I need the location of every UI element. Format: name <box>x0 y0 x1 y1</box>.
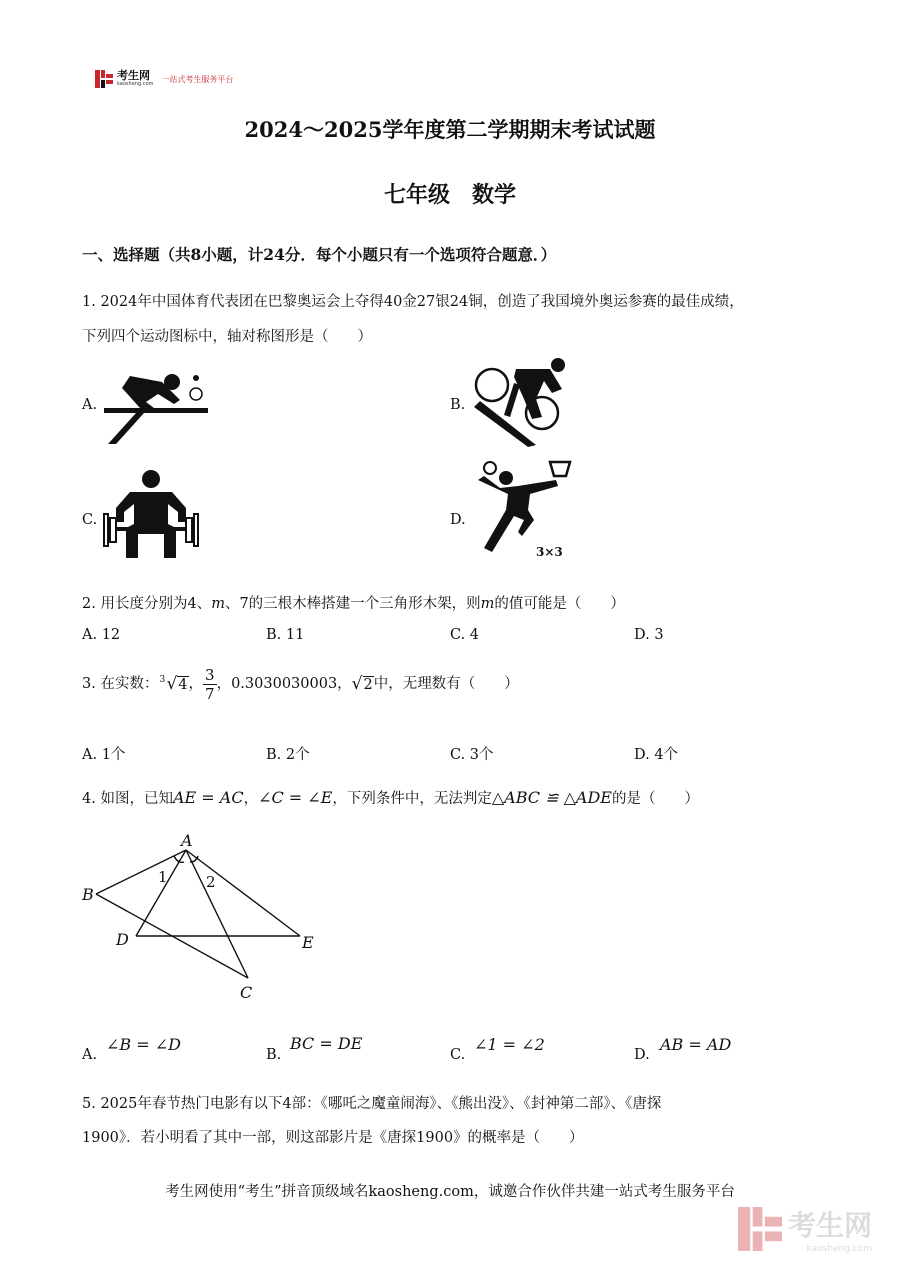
q2-sep2: 、 <box>224 596 240 612</box>
q3-fraction <box>203 666 217 703</box>
q4-option-c-expr: ∠1 = ∠2 <box>474 1035 545 1054</box>
q5-n1900: 1900 <box>416 1130 454 1146</box>
q3-sqrt-radicand: 2 <box>363 676 373 693</box>
q1-option-d-label: D. <box>450 512 466 528</box>
q5-line2-a: 1900》．若小明看了其中一部，则这部影片是《唐探 <box>82 1130 417 1146</box>
q3-cbrt-radicand: 4 <box>178 676 188 693</box>
q1-line2: 下列四个运动图标中，轴对称图形是（ ） <box>82 329 372 345</box>
q3-comma1: ， <box>188 676 204 692</box>
q2-n4: 4 <box>187 596 197 612</box>
q2-m: m <box>211 596 225 612</box>
header-logo <box>95 70 233 88</box>
q2-m2: m <box>480 596 495 612</box>
q4-option-b-label: B. <box>266 1047 282 1063</box>
q2-suffix: 的值可能是（ ） <box>494 596 625 612</box>
q2-mid: 的三根木棒搭建一个三角形木架，则 <box>248 596 481 612</box>
basketball-3x3-icon <box>470 456 582 560</box>
q5-line1-b: 部：《哪吒之魔童闹海》、《熊出没》、《封神第二部》、《唐探 <box>291 1096 662 1112</box>
q4-triangles: △ABC ≌ △ADE <box>491 788 612 807</box>
q4-geometry-figure <box>78 830 328 1005</box>
q4-mid: ，下列条件中，无法判定 <box>332 791 492 807</box>
label-a: A <box>181 831 193 850</box>
q2-n7: 7 <box>239 596 249 612</box>
section-heading: 一、选择题（共8小题，计24分．每个小题只有一个选项符合题意．） <box>82 245 557 264</box>
q5-line2-b: 》的概率是（ ） <box>453 1130 584 1146</box>
q3-sqrt: √2 <box>351 673 373 694</box>
q5-line1-a: 5. 2025年春节热门电影有以下 <box>82 1096 283 1112</box>
watermark <box>738 1204 872 1254</box>
q4-suffix: 的是（ ） <box>611 791 699 807</box>
q1-option-a-label: A. <box>82 397 98 413</box>
q3-cbrt: 3 √4 <box>158 674 188 695</box>
q3-option-c: C. 3个 <box>450 747 494 763</box>
q4-cond1: AE = AC <box>172 788 244 807</box>
d-caption: 3×3 <box>536 545 563 559</box>
q4-option-c-label: C. <box>450 1047 466 1063</box>
kaosheng-logo-icon <box>95 70 113 88</box>
logo-slogan: 一站式考生服务平台 <box>161 74 234 84</box>
q5-line2 <box>82 1128 584 1148</box>
q2-option-a: A. 12 <box>82 627 121 643</box>
q3-rest: ，0.3030030003， <box>216 676 352 692</box>
q4-prefix: 4. 如图，已知 <box>82 791 173 807</box>
label-c: C <box>240 983 253 1002</box>
page-footer: 考生网使用“考生”拼音顶级域名kaosheng.com，诚邀合作伙伴共建一站式考生服务平台 <box>165 1184 735 1200</box>
cycling-icon <box>470 355 570 447</box>
weightlifting-icon <box>102 468 200 560</box>
q3-option-b: B. 2个 <box>266 747 310 763</box>
q3-cbrt-index: 3 <box>159 674 166 685</box>
q4-stem <box>82 788 699 809</box>
logo-sub: kaosheng.com <box>117 81 154 87</box>
q4-option-a-label: A. <box>82 1047 98 1063</box>
q3-stem <box>82 660 519 708</box>
q3-option-d: D. 4个 <box>634 747 679 763</box>
q2-sep1: 、 <box>196 596 212 612</box>
q2-option-c: C. 4 <box>450 627 480 643</box>
label-e: E <box>302 933 314 952</box>
label-d: D <box>116 930 129 949</box>
q4-option-b-expr: BC = DE <box>290 1034 363 1053</box>
watermark-text: 考生网 <box>787 1209 872 1242</box>
q2-option-d: D. 3 <box>634 627 664 643</box>
q4-cond2: ∠C = ∠E <box>258 788 333 807</box>
q3-frac-num: 3 <box>205 665 215 684</box>
q1-option-c-label: C. <box>82 512 98 528</box>
q5-n4: 4 <box>282 1096 292 1112</box>
q1-line1: 1. 2024年中国体育代表团在巴黎奥运会上夺得40金27银24铜，创造了我国境外奥运参赛的最佳成绩， <box>82 294 744 310</box>
watermark-sub: kaosheng.com <box>806 1244 872 1254</box>
page-title: 2024～2025学年度第二学期期末考试试题 <box>244 117 656 142</box>
label-angle-2: 2 <box>206 873 216 891</box>
q2-prefix: 2. 用长度分别为 <box>82 596 188 612</box>
q2-stem <box>82 594 625 614</box>
q3-prefix: 3. 在实数： <box>82 676 159 692</box>
watermark-logo-icon <box>738 1207 782 1251</box>
page-subtitle: 七年级 数学 <box>383 182 516 208</box>
label-b: B <box>82 885 94 904</box>
q4-option-a-expr: ∠B = ∠D <box>106 1035 181 1054</box>
q4-option-d-label: D. <box>634 1047 650 1063</box>
label-angle-1: 1 <box>158 868 168 886</box>
q2-option-b: B. 11 <box>266 627 305 643</box>
q5-line1 <box>82 1094 661 1114</box>
logo-text: 考生网 <box>117 69 150 82</box>
q3-option-a: A. 1个 <box>82 747 126 763</box>
q3-suffix: 中，无理数有（ ） <box>373 676 519 692</box>
q4-comma: ， <box>243 791 259 807</box>
q1-option-b-label: B. <box>450 397 466 413</box>
q3-frac-den: 7 <box>205 684 215 703</box>
table-tennis-icon <box>100 372 212 448</box>
q4-option-d-expr: AB = AD <box>660 1035 732 1054</box>
